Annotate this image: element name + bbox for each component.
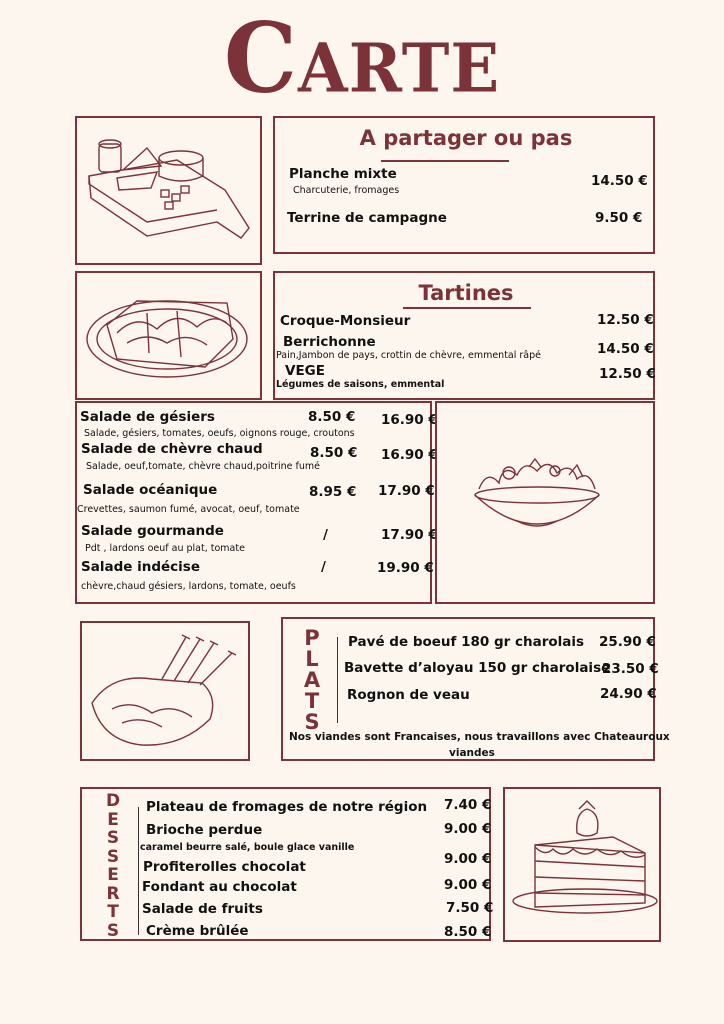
image-box-cheese [75, 116, 262, 265]
section-salades [75, 401, 438, 604]
menu-item-name: Brioche perdue [146, 822, 263, 838]
menu-item-desc: Pain,Jambon de pays, crottin de chèvre, emmental râpé [276, 350, 541, 361]
image-box-lamb [80, 621, 250, 761]
lamb-rack-icon [82, 623, 248, 759]
plats-letter: S [304, 710, 320, 734]
menu-item-desc: Salade, oeuf,tomate, chèvre chaud,poitrine fumé [86, 461, 321, 472]
menu-item-price: 14.50 € [591, 173, 648, 189]
menu-item-price: 12.50 € [599, 366, 656, 382]
menu-item-price-large: 19.90 € [377, 560, 434, 576]
desserts-letter: S [106, 828, 120, 848]
menu-item-price-large: 16.90 € [381, 412, 438, 428]
section-title-tartines: Tartines [418, 281, 514, 305]
section-tartines [273, 271, 655, 400]
desserts-letter: R [106, 883, 120, 904]
menu-item-name: VEGE [285, 363, 325, 379]
menu-item-price: 25.90 € [599, 634, 656, 650]
menu-item-name: Salade de fruits [142, 901, 263, 917]
desserts-letter: D [105, 791, 121, 811]
menu-item-price: 12.50 € [597, 312, 654, 328]
menu-item-desc: Légumes de saisons, emmental [276, 379, 445, 390]
menu-item-name: Pavé de boeuf 180 gr charolais [348, 634, 585, 650]
menu-item-price-small: 8.95 € [309, 484, 357, 500]
menu-item-name: Salade de chèvre chaud [81, 441, 263, 457]
plats-note-line2: viandes [449, 747, 495, 759]
menu-item-price-small: / [321, 559, 326, 575]
image-box-salad [435, 401, 655, 604]
menu-item-name: Crème brûlée [146, 923, 249, 939]
section-partager [273, 116, 655, 254]
salad-bowl-icon [437, 403, 653, 602]
desserts-letter: S [106, 920, 120, 941]
plats-letter: T [304, 689, 320, 713]
cheese-board-icon [77, 118, 260, 263]
menu-item-name: Berrichonne [283, 334, 376, 350]
menu-item-name: Salade gourmande [81, 523, 224, 539]
menu-item-name: Salade océanique [83, 482, 218, 498]
menu-item-name: Bavette d’aloyau 150 gr charolaise [344, 660, 611, 676]
menu-item-price-large: 16.90 € [381, 447, 438, 463]
menu-item-desc: chèvre,chaud gésiers, lardons, tomate, oeufs [81, 581, 296, 592]
menu-item-name: Terrine de campagne [287, 210, 447, 226]
menu-item-price: 7.50 € [446, 900, 494, 916]
menu-item-name: Croque-Monsieur [280, 313, 411, 329]
plats-note-line1: Nos viandes sont Francaises, nous travaillons avec Chateauroux [289, 731, 670, 743]
plats-divider [337, 637, 338, 723]
menu-item-price: 14.50 € [597, 341, 654, 357]
section-title-partager: A partager ou pas [359, 126, 573, 150]
menu-item-price: 9.00 € [444, 877, 492, 893]
plats-letter: L [305, 647, 319, 671]
menu-item-name: Salade de gésiers [80, 409, 215, 425]
tartine-icon [77, 273, 260, 398]
menu-item-price: 7.40 € [444, 797, 492, 813]
page-title: Carte [223, 1, 501, 115]
desserts-letter: S [106, 846, 120, 867]
desserts-letter: E [107, 865, 119, 885]
plats-vertical-title [303, 628, 321, 733]
menu-item-price-large: 17.90 € [381, 527, 438, 543]
menu-item-name: Plateau de fromages de notre région [146, 799, 428, 815]
menu-item-price: 23.50 € [602, 661, 659, 677]
menu-item-name: Salade indécise [81, 559, 200, 575]
title-underline [403, 307, 531, 309]
menu-item-desc: Salade, gésiers, tomates, oeufs, oignons rouge, croutons [84, 428, 355, 439]
menu-item-name: Profiterolles chocolat [143, 859, 306, 875]
image-box-tartine [75, 271, 262, 400]
plats-letter: P [304, 626, 320, 650]
plats-letter: A [303, 668, 321, 692]
menu-item-name: Rognon de veau [347, 687, 470, 703]
menu-item-price: 9.50 € [595, 210, 643, 226]
title-underline [381, 160, 509, 162]
menu-item-price-small: / [323, 527, 328, 543]
section-desserts [80, 787, 494, 941]
menu-item-price: 24.90 € [600, 686, 657, 702]
image-box-cake [503, 787, 661, 942]
desserts-letter: T [107, 902, 119, 922]
desserts-letter: E [107, 809, 119, 830]
menu-item-desc: caramel beurre salé, boule glace vanille [140, 842, 355, 853]
layer-cake-icon [505, 789, 659, 940]
menu-item-desc: Pdt , lardons oeuf au plat, tomate [85, 543, 245, 554]
desserts-divider [138, 807, 139, 935]
desserts-vertical-title [105, 792, 121, 940]
menu-item-price-small: 8.50 € [308, 409, 356, 425]
menu-item-price: 9.00 € [444, 851, 492, 867]
menu-item-price: 8.50 € [444, 924, 492, 940]
menu-item-desc: Charcuterie, fromages [293, 185, 400, 196]
menu-item-price-small: 8.50 € [310, 445, 358, 461]
menu-item-name: Planche mixte [289, 166, 397, 182]
menu-item-name: Fondant au chocolat [142, 879, 297, 895]
menu-item-price: 9.00 € [444, 821, 492, 837]
menu-item-desc: Crevettes, saumon fumé, avocat, oeuf, tomate [77, 504, 300, 515]
menu-item-price-large: 17.90 € [378, 483, 435, 499]
section-plats [281, 617, 670, 761]
